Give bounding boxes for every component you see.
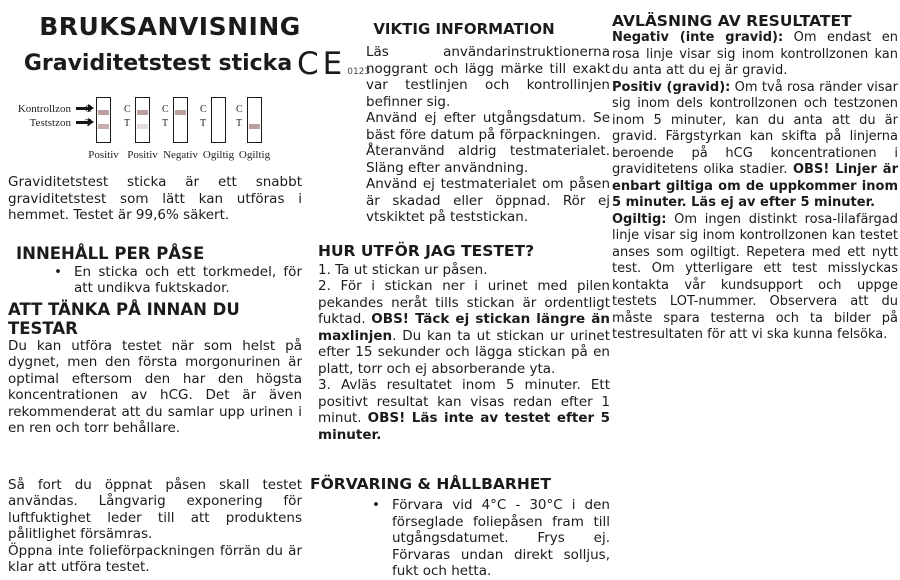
result-ogiltig-label: Ogiltig:: [612, 211, 667, 227]
step-3-warning: OBS! Läs inte av testet efter 5 minuter.: [318, 410, 610, 443]
strip-result-label: Positiv: [88, 149, 119, 161]
column-right: [612, 0, 898, 344]
result-positiv-label: Positiv (gravid):: [612, 79, 731, 95]
control-line: [98, 110, 109, 115]
open-pouch-paragraph-2: Öppna inte folieförpackningen förrän du är klar att utföra testet.: [8, 542, 302, 575]
test-zone-label-text: Teststzon: [29, 117, 71, 129]
strip-body: [173, 97, 188, 143]
control-zone-letter: C: [124, 104, 131, 115]
column-middle: [310, 0, 610, 580]
important-paragraph-2: Använd ej efter utgångsdatum. Se bäst före datum på förpackningen.: [366, 110, 610, 143]
control-line: [137, 110, 148, 115]
ce-mark-letters: CE: [297, 46, 347, 82]
section-heading-contents: INNEHÅLL PER PÅSE: [16, 243, 205, 263]
storage-bullet-item: [318, 497, 610, 580]
strip-body: [96, 97, 111, 143]
storage-bullet-text: Förvara vid 4°C - 30°C i den förseglade foliepåsen fram till utgångsdatumet. Frys ej. Förvaras undan direkt solljus, fukt och hetta.: [392, 497, 610, 579]
test-zone-row-label: [8, 117, 88, 129]
column-left: [8, 0, 302, 576]
strip-body: [247, 97, 262, 143]
step-3-text: 3. Avläs resultatet inom 5 minuter. Ett positivt resultat kan visas redan efter 1 minut.: [318, 377, 610, 426]
test-line: [98, 124, 109, 129]
control-zone-row-label: [8, 103, 88, 115]
section-heading-storage: FÖRVARING & HÅLLBARHET: [310, 475, 551, 493]
how-to-step-2: [318, 278, 610, 377]
test-strip: [236, 94, 271, 166]
bullet-icon: •: [54, 263, 62, 280]
step-2-text-b: . Du kan ta ut stickan ur urinet efter 15 sekunder och lägga stickan på en platt, torr och ej absorberande yta.: [318, 327, 610, 377]
section-heading-important-info: VIKTIG INFORMATION: [373, 20, 555, 38]
result-positiv-text: Om två rosa ränder visar sig inom dels kontrollzonen och testzonen inom 5 minuter, kan du anta att du är gravid. Färgstyrkan kan skifta på linjerna beroende på hCG koncentrationen i graviditetens olika stadier.: [612, 79, 898, 177]
step-2-warning: OBS! Täck ej stickan längre än maxlinjen: [318, 311, 610, 344]
strip-result-label: Positiv: [127, 149, 158, 161]
result-ogiltig-text: Om ingen distinkt rosa-lilafärgad linje visar sig inom kontrollzonen kan testet anses som ogiltigt. Repetera med ett nytt test. Om ytterligare ett test misslyckas kontakta vår kundsupport och uppge testets LOT-nummer. Observera att du måste spara testerna och ta bilder på testresultaten för att vi ska kunna felsöka.: [612, 211, 898, 342]
result-positiv-warning: OBS! Linjer är enbart giltiga om de uppkommer inom 5 minuter. Läs ej av efter 5 minuter.: [612, 162, 898, 210]
control-zone-letter: C: [200, 104, 207, 115]
before-test-paragraph: Du kan utföra testet när som helst på dygnet, men den första morgonurinen är optimal eftersom den har den högsta koncentrationen av hCG. Det är även rekommenderat att du samlar upp urinen i en ren och torr behållare.: [8, 337, 302, 436]
control-zone-letter: C: [85, 104, 92, 115]
test-line: [249, 124, 260, 129]
test-zone-letter: T: [162, 118, 169, 129]
control-zone-letter: C: [162, 104, 169, 115]
important-paragraph-4: Använd ej testmaterialet om påsen är skadad eller öppnad. Rör ej vtskiktet på teststickan.: [366, 176, 610, 225]
test-strip: [200, 94, 235, 166]
how-to-step-3: [318, 377, 610, 443]
control-zone-label-text: Kontrollzon: [17, 103, 71, 115]
important-paragraph-1: Läs användarinstruktionerna noggrant och lägg märke till exakt var testlinjen och kontrollinjen befinner sig.: [366, 44, 610, 110]
open-pouch-paragraph-1: Så fort du öppnat påsen skall testet användas. Långvarig exponering för luftfuktighet leder till att produktens pålitlighet försämras.: [8, 476, 302, 542]
strip-body: [211, 97, 226, 143]
bullet-icon: •: [372, 497, 380, 513]
result-ogiltig-paragraph: [612, 212, 898, 344]
section-heading-results: AVLÄSNING AV RESULTATET: [612, 12, 852, 30]
test-strip: [162, 94, 198, 166]
important-paragraph-3: Återanvänd aldrig testmaterialet. Släng efter användning.: [366, 143, 610, 176]
test-zone-letter: T: [236, 118, 243, 129]
important-info-block: [366, 44, 610, 226]
result-negativ-paragraph: [612, 30, 898, 80]
control-zone-letter: C: [236, 104, 243, 115]
ce-notified-body-number: 0123: [347, 67, 371, 77]
test-strip: [124, 94, 158, 166]
step-2-text-a: 2. För i stickan ner i urinet med pilen pekandes neråt tills stickan är ordentligt fuktad.: [318, 278, 610, 327]
document-title-line1: BRUKSANVISNING: [39, 12, 301, 41]
document-title-line2: Graviditetstest sticka: [23, 51, 293, 76]
contents-bullet-text: En sticka och ett torkmedel, för att undikva fuktskador.: [74, 263, 302, 296]
section-heading-how-to-test: HUR UTFÖR JAG TESTET?: [318, 241, 535, 260]
strip-result-label: Ogiltig: [202, 149, 235, 161]
strip-result-label: Negativ: [163, 149, 198, 161]
test-line: [137, 124, 148, 129]
result-negativ-text: Om endast en rosa linje visar sig inom kontrollzonen kan du anta att du ej är gravid.: [612, 30, 898, 78]
strip-body: [135, 97, 150, 143]
how-to-step-1: 1. Ta ut stickan ur påsen.: [318, 261, 488, 278]
strip-result-label: Ogiltig: [238, 149, 271, 161]
test-zone-letter: T: [124, 118, 131, 129]
test-strip: [85, 94, 119, 166]
control-line: [175, 110, 186, 115]
section-heading-before-test: ATT TÄNKA PÅ INNAN DU TESTAR: [8, 299, 240, 338]
strip-diagram: [8, 90, 302, 168]
intro-paragraph: Graviditetstest sticka är ett snabbt graviditetstest som lätt kan utföras i hemmet. Testet är 99,6% säkert.: [8, 174, 302, 223]
test-zone-letter: T: [85, 118, 92, 129]
test-zone-letter: T: [200, 118, 207, 129]
result-negativ-label: Negativ (inte gravid):: [612, 30, 784, 45]
contents-bullet-item: [8, 264, 302, 297]
result-positiv-paragraph: [612, 80, 898, 212]
